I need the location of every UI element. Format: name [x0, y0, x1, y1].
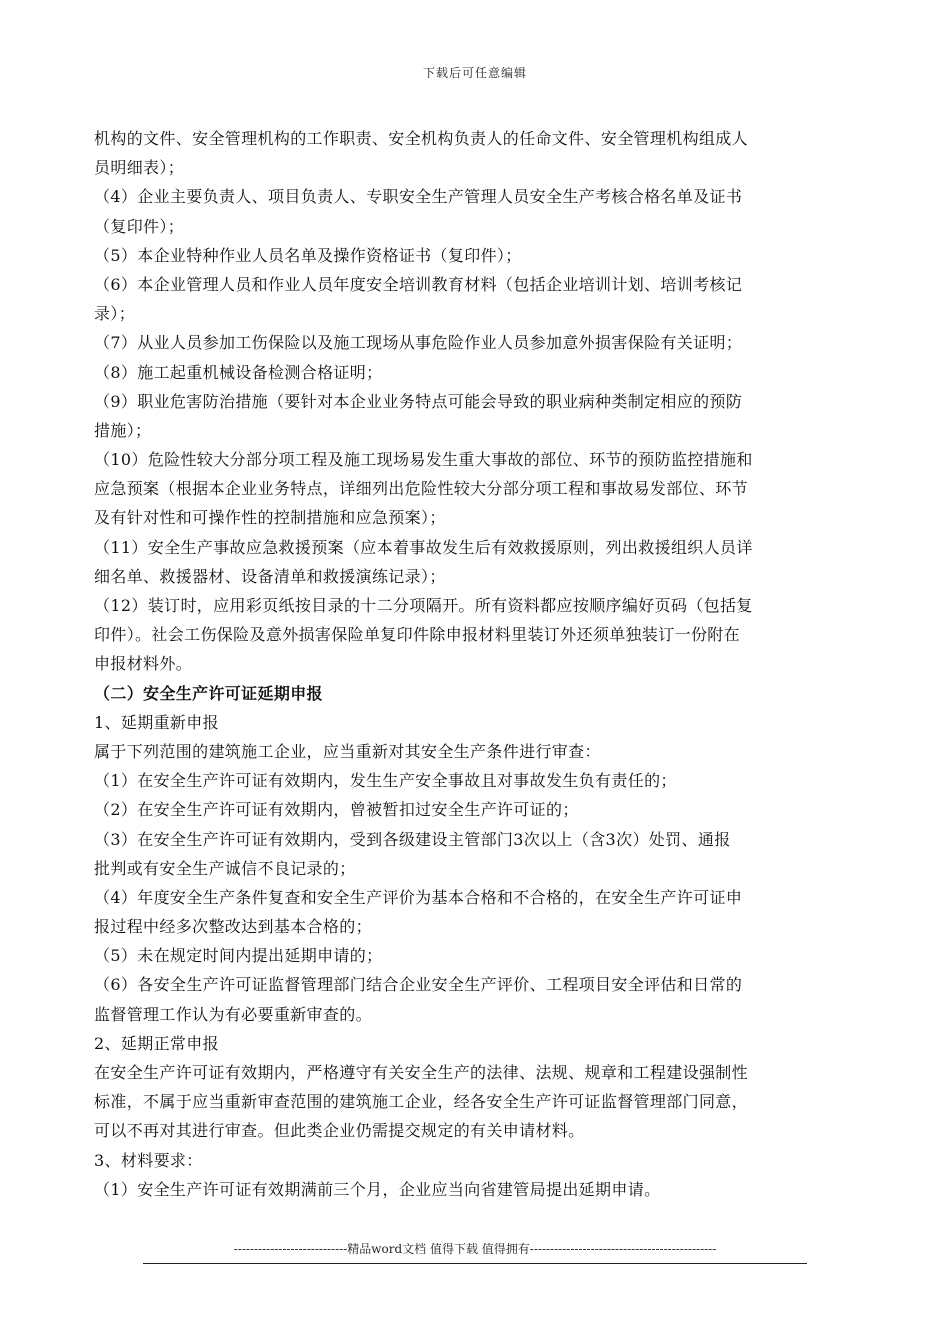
text-line: （12）装订时，应用彩页纸按目录的十二分项隔开。所有资料都应按顺序编好页码（包括复 — [94, 596, 753, 615]
text-line: 3、材料要求： — [94, 1150, 203, 1170]
section-heading: （二）安全生产许可证延期申报 — [94, 683, 323, 703]
text-line: 1、延期重新申报 — [94, 712, 219, 732]
text-line: 属于下列范围的建筑施工企业，应当重新对其安全生产条件进行审查： — [94, 741, 601, 761]
text-line: （6）本企业管理人员和作业人员年度安全培训教育材料（包括企业培训计划、培训考核记 — [94, 274, 743, 294]
text-line: 措施）； — [94, 420, 152, 440]
text-line: 印件）。社会工伤保险及意外损害保险单复印件除申报材料里装订外还须单独装订一份附在 — [94, 625, 741, 645]
text-line: （1）安全生产许可证有效期满前三个月，企业应当向省建管局提出延期申请。 — [94, 1179, 661, 1199]
text-line: （5）本企业特种作业人员名单及操作资格证书（复印件）； — [94, 245, 522, 265]
text-line: （4）企业主要负责人、项目负责人、专职安全生产管理人员安全生产考核合格名单及证书 — [94, 187, 743, 207]
text-line: 员明细表）； — [94, 158, 185, 178]
text-line: 细名单、救援器材、设备清单和救援演练记录）； — [94, 566, 446, 586]
text-line: （7）从业人员参加工伤保险以及施工现场从事危险作业人员参加意外损害保险有关证明； — [94, 333, 743, 353]
text-line: 应急预案（根据本企业业务特点，详细列出危险性较大分部分项工程和事故易发部位、环节 — [94, 479, 749, 499]
text-line: （1）在安全生产许可证有效期内，发生生产安全事故且对事故发生负有责任的； — [94, 771, 677, 791]
text-line: 标准，不属于应当重新审查范围的建筑施工企业，经各安全生产许可证监督管理部门同意， — [94, 1092, 749, 1112]
text-line: 申报材料外。 — [94, 654, 193, 674]
text-line: （8）施工起重机械设备检测合格证明； — [94, 362, 383, 382]
text-line: 录）； — [94, 304, 136, 324]
text-line: 及有针对性和可操作性的控制措施和应急预案）； — [94, 508, 446, 528]
text-line: （5）未在规定时间内提出延期申请的； — [94, 946, 383, 966]
text-line: （6）各安全生产许可证监督管理部门结合企业安全生产评价、工程项目安全评估和日常的 — [94, 975, 743, 995]
text-line: 监督管理工作认为有必要重新审查的。 — [94, 1004, 372, 1024]
text-line: 机构的文件、安全管理机构的工作职责、安全机构负责人的任命文件、安全管理机构组成人 — [94, 129, 749, 148]
text-line: （11）安全生产事故应急救援预案（应本着事故发生后有效救援原则，列出救援组织人员详 — [94, 537, 753, 557]
text-line: （2）在安全生产许可证有效期内，曾被暂扣过安全生产许可证的； — [94, 800, 579, 820]
text-line: 可以不再对其进行审查。但此类企业仍需提交规定的有关申请材料。 — [94, 1121, 585, 1141]
text-line: 2、延期正常申报 — [94, 1033, 219, 1053]
text-line: 批判或有安全生产诚信不良记录的； — [94, 858, 356, 878]
document-body — [94, 124, 858, 1204]
text-line: 报过程中经多次整改达到基本合格的； — [94, 917, 372, 937]
footer-divider — [143, 1263, 807, 1264]
text-line: （复印件）； — [94, 216, 185, 236]
page-footer: ----------------------------精品word文档 值得下载 值得拥有---------------------------------------------- — [233, 1242, 717, 1256]
text-line: 在安全生产许可证有效期内，严格遵守有关安全生产的法律、法规、规章和工程建设强制性 — [94, 1063, 749, 1082]
text-line: （9）职业危害防治措施（要针对本企业业务特点可能会导致的职业病种类制定相应的预防 — [94, 391, 743, 411]
text-line: （10）危险性较大分部分项工程及施工现场易发生重大事故的部位、环节的预防监控措施和 — [94, 450, 753, 470]
page-header: 下载后可任意编辑 — [422, 66, 527, 80]
text-line: （4）年度安全生产条件复查和安全生产评价为基本合格和不合格的，在安全生产许可证申 — [94, 887, 743, 907]
text-line: （3）在安全生产许可证有效期内，受到各级建设主管部门3次以上（含3次）处罚、通报 — [94, 829, 731, 849]
